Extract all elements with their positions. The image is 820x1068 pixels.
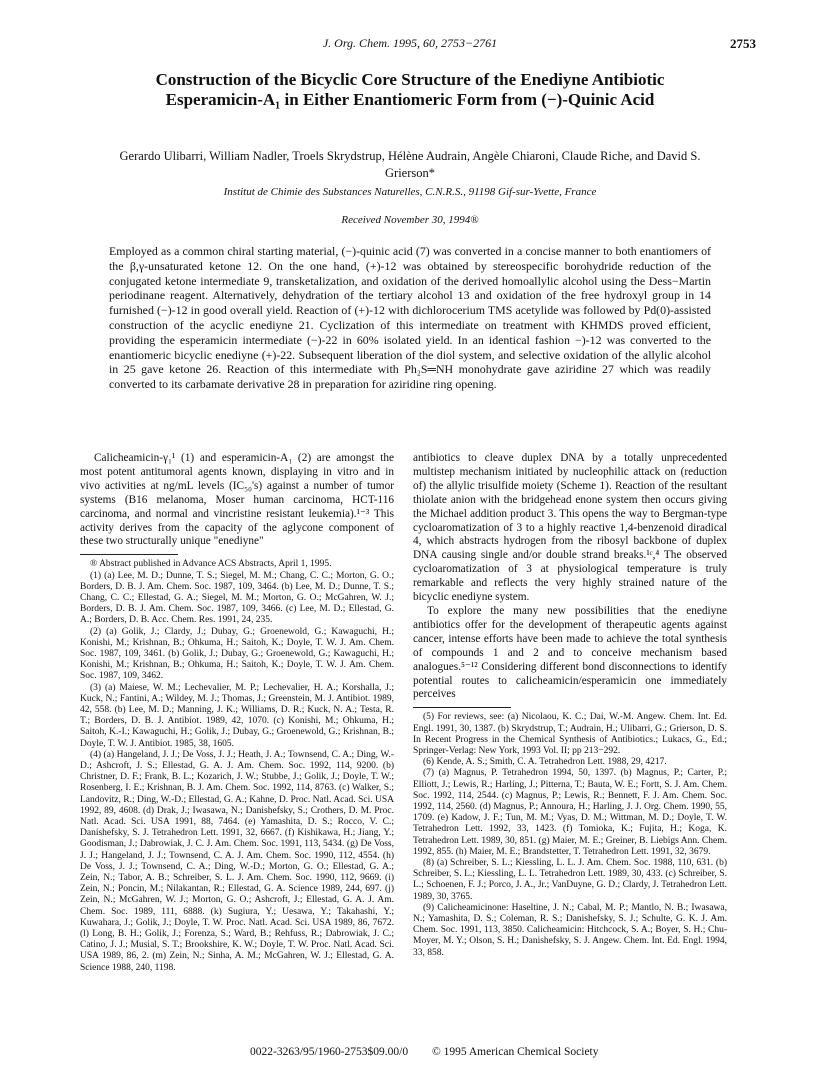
author-list: Gerardo Ulibarri, William Nadler, Troels Skrydstrup, Hélène Audrain, Angèle Chiaroni, Claude Riche, and David S. Grierson* [119, 149, 701, 180]
copyright-notice: © 1995 American Chemical Society [432, 1046, 599, 1058]
footnote: (1) (a) Lee, M. D.; Dunne, T. S.; Siegel, M. M.; Chang, C. C.; Morton, G. O.; Borders, D. B. J. Am. Chem. Soc. 1987, 109, 3464. (b) Lee, M. D.; Dunne, T. S.; Chang, C. C.; Ellestad, G. A.; Siegel, M. M.; Morton, G. O.; McGahren, W. J.; Borders, D. B. J. Am. Chem. Soc. 1987, 109, 3466. (c) Lee, M. D.; Ellestad, G. A.; Borders, D. B. Acc. Chem. Res. 1991, 24, 235. [80, 570, 394, 626]
issn-code: 0022-3263/95/1960-2753$09.00/0 [250, 1046, 409, 1058]
right-footnotes [413, 712, 727, 958]
footnote-divider [80, 554, 178, 555]
article-title: Construction of the Bicyclic Core Structure of the Enediyne Antibiotic Esperamicin-A₁ in Either Enantiomeric Form from (−)-Quinic Acid [155, 70, 665, 109]
footnote: (4) (a) Hangeland, J. J.; De Voss, J. J.; Heath, J. A.; Townsend, C. A.; Ding, W.-D.; Ashcroft, J. S.; Ellestad, G. A. J. Am. Chem. Soc. 1992, 114, 9200. (b) Christner, D. F.; Frank, B. L.; Kozarich, J. W.; Stubbe, J.; Golik, J.; Doyle, T. W.; Rosenberg, I. E.; Krishnan, B. J. Am. Chem. Soc. 1992, 114, 8763. (c) Walker, S.; Landovitz, R.; Ding, W.-D.; Ellestad, G. A.; Kahne, D. Proc. Natl. Acad. Sci. USA 1992, 89, 4608. (d) Drak, J.; Iwasawa, N.; Danishefsky, S.; Crothers, D. M. Proc. Natl. Acad. Sci. USA 1991, 88, 7464. (e) Yamashita, D. S.; Rocco, V. C.; Danishefsky, S. J. Tetrahedron Lett. 1991, 32, 6667. (f) Kishikawa, H.; Jiang, Y.; Goodisman, J.; Dabrowiak, J. C. J. Am. Chem. Soc. 1991, 113, 5434. (g) De Voss, J. J.; Hangeland, J. J.; Townsend, C. A. J. Am. Chem. Soc. 1990, 112, 4554. (h) De Voss, J. J.; Townsend, C. A.; Ding, W.-D.; Morton, G. O.; Ellestad, G. A.; Zein, N.; Tabor, A. B.; Schreiber, S. L. J. Am. Chem. Soc. 1990, 112, 9669. (i) Zein, N.; Poncin, M.; Nilakantan, R.; Ellestad, G. A. Science 1989, 244, 697. (j) Zein, N.; McGahren, W. J.; Morton, G. O.; Ashcroft, J.; Ellestad, G. A. J. Am. Chem. Soc. 1989, 111, 6888. (k) Sugiura, Y.; Uesawa, Y.; Takahashi, Y.; Kuwahara, J.; Golik, J.; Doyle, T. W. Proc. Natl. Acad. Sci. USA 1989, 86, 7672. (l) Long, B. H.; Golik, J.; Forenza, S.; Ward, B.; Rehfuss, R.; Dabrowiak, J. C.; Catino, J. J.; Musial, S. T.; Brookshire, K. W.; Doyle, T. W. Proc. Natl. Acad. Sci. USA 1989, 86, 2. (m) Zein, N.; Sinha, A. M.; McGahren, W. J.; Ellestad, G. A. Science 1988, 240, 1198. [80, 749, 394, 973]
received-date: Received November 30, 1994® [341, 214, 479, 226]
footnote: ® Abstract published in Advance ACS Abstracts, April 1, 1995. [90, 559, 332, 570]
footnote: (7) (a) Magnus, P. Tetrahedron 1994, 50, 1397. (b) Magnus, P.; Carter, P.; Elliott, J.; Lewis, R.; Harling, J.; Pitterna, T.; Bauta, W. E.; Fortt, S. J. Am. Chem. Soc. 1992, 114, 2544. (c) Magnus, P.; Lewis, R.; Bennett, F. J. Am. Chem. Soc. 1992, 114, 2560. (d) Magnus, P.; Annoura, H.; Harling, J. J. Org. Chem. 1990, 55, 1709. (e) Kadow, J. F.; Tun, M. M.; Vyas, D. M.; Wittman, M. D.; Doyle, T. W. Tetrahedron Lett. 1992, 33, 1423. (f) Tomioka, K.; Fujita, H.; Koga, K. Tetrahedron Lett. 1989, 30, 851. (g) Maier, M. E.; Greiner, B. Liebigs Ann. Chem. 1992, 855. (h) Maier, M. E.; Brandstetter, T. Tetrahedron Lett. 1991, 32, 3679. [413, 768, 727, 857]
footnote: (3) (a) Maiese, W. M.; Lechevalier, M. P.; Lechevalier, H. A.; Korshalla, J.; Kuck, N.; Fantini, A.; Wildey, M. J.; Thomas, J.; Greenstein, M. J. Antibiot. 1989, 42, 558. (b) Lee, M. D.; Manning, J. K.; Williams, D. R.; Kuck, N. A.; Testa, R. T.; Borders, D. B. J. Antibiot. 1989, 42, 1070. (c) Konishi, M.; Ohkuma, H.; Saitoh, K.-I.; Kawaguchi, H.; Golik, J.; Dubay, G.; Groenewold, G.; Krishnan, B.; Doyle, T. W. J. Antibiot. 1985, 38, 1605. [80, 682, 394, 749]
left-column [80, 452, 394, 974]
page-number: 2753 [730, 36, 756, 51]
body-paragraph: Calicheamicin-γ₁¹ (1) and esperamicin-A₁ (2) are amongst the most potent antitumoral agents known, displaying in vitro and in vivo activities at ng/mL levels (IC₅₀'s) against a number of tumor systems (B16 melanoma, Moser human carcinoma, HCT-116 carcinoma, and normal and vincristine resistant leukemia).¹⁻³ This activity derives from the capacity of the aglycone component of these two structurally unique "enediyne" [80, 452, 394, 548]
left-footnotes [80, 559, 394, 974]
abstract: Employed as a common chiral starting material, (−)-quinic acid (7) was converted in a concise manner to both enantiomers of the β,γ-unsaturated ketone 12. On the one hand, (+)-12 was obtained by stereospecific borohydride reduction of the conjugated ketone intermediate 9, transketalization, and oxidation of the derived homoallylic alcohol using the Dess−Martin periodinane reagent. Alternatively, dehydration of the tertiary alcohol 13 and oxidation of the free hydroxyl group in 14 furnished (−)-12 in good overall yield. Reaction of (+)-12 with dichlorocerium TMS acetylide was followed by Pd(0)-assisted construction of the acyclic enediyne 21. Cyclization of this intermediate on treatment with KHMDS proved efficient, providing the esperamicin intermediate (−)-22 in 60% isolated yield. In an identical fashion −)-12 was converted to the enantiomeric bicyclic enediyne (+)-22. Subsequent liberation of the diol system, and selective oxidation of the allylic alcohol in 25 gave ketone 26. Reaction of this intermediate with Ph₂S═NH monohydrate gave aziridine 27 which was readily converted to its carbamate derivative 28 in preparation for aziridine ring opening. [109, 244, 711, 392]
body-paragraph: To explore the many new possibilities that the enediyne antibiotics offer for the development of therapeutic agents against cancer, intense efforts have been made to achieve the total synthesis of compounds 1 and 2 and to conceive mechanism based analogues.⁵⁻¹² Considering different bond disconnections to identify potential routes to calicheamicin/esperamicin one immediately perceives [413, 604, 727, 701]
footnote: (6) Kende, A. S.; Smith, C. A. Tetrahedron Lett. 1988, 29, 4217. [423, 757, 667, 768]
running-header [0, 36, 820, 56]
footnote: (9) Calicheamicinone: Haseltine, J. N.; Cabal, M. P.; Mantlo, N. B.; Iwasawa, N.; Yamashita, D. S.; Coleman, R. S.; Danishefsky, S. J.; Schulte, G. K. J. Am. Chem. Soc. 1991, 113, 3850. Calicheamicin: Hitchcock, S. A.; Boyer, S. H.; Chu-Moyer, M. Y.; Olson, S. H.; Danishefsky, S. J. Angew. Chem. Int. Ed. Engl. 1994, 33, 858. [413, 902, 727, 958]
body-paragraph: antibiotics to cleave duplex DNA by a totally unprecedented multistep mechanism initiated by nucleophilic attack on (reduction of) the allylic trisulfide moiety (Scheme 1). Reaction of the resultant thiolate anion with the bridgehead enone system then occurs giving the Michael addition product 3. This opens the way to Bergman-type cycloaromatization of 3 to a highly reactive 1,4-benzenoid diradical 4, which abstracts hydrogen from the ribosyl backbone of duplex DNA causing single and/or double strand breaks.¹ᶜ,⁴ The observed cycloaromatization of 3 at physiological temperature is truly remarkable and reflects the very highly strained nature of the bicyclic enediyne system. [413, 452, 727, 604]
journal-citation: J. Org. Chem. 1995, 60, 2753−2761 [322, 36, 498, 50]
footnote: (2) (a) Golik, J.; Clardy, J.; Dubay, G.; Groenewold, G.; Kawaguchi, H.; Konishi, M.; Krishnan, B.; Ohkuma, H.; Saitoh, K.; Doyle, T. W. J. Am. Chem. Soc. 1987, 109, 3461. (b) Golik, J.; Dubay, G.; Groenewold, G.; Kawaguchi, H.; Konishi, M.; Krishnan, B.; Ohkuma, H.; Saitoh, K.; Doyle, T. W. J. Am. Chem. Soc. 1987, 109, 3462. [80, 626, 394, 682]
footnote: (5) For reviews, see: (a) Nicolaou, K. C.; Dai, W.-M. Angew. Chem. Int. Ed. Engl. 1991, 30, 1387. (b) Skrydstrup, T.; Audrain, H.; Ulibarri, G.; Grierson, D. S. In Recent Progress in the Chemical Synthesis of Antibiotics.; Lukacs, G., Ed.; Springer-Verlag: New York, 1993 Vol. II; pp 213−292. [413, 712, 727, 756]
footnote-divider [413, 707, 511, 708]
footnote: (8) (a) Schreiber, S. L.; Kiessling, L. L. J. Am. Chem. Soc. 1988, 110, 631. (b) Schreiber, S. L.; Kiessling, L. L. Tetrahedron Lett. 1989, 30, 433. (c) Schreiber, S. L.; Schoenen, F. J.; Porco, J. A., Jr.; VanDuyne, G. D.; Clardy, J. Tetrahedron Lett. 1989, 30, 3765. [413, 857, 727, 902]
affiliation: Institut de Chimie des Substances Naturelles, C.N.R.S., 91198 Gif-sur-Yvette, France [223, 186, 597, 198]
right-column [413, 452, 727, 959]
